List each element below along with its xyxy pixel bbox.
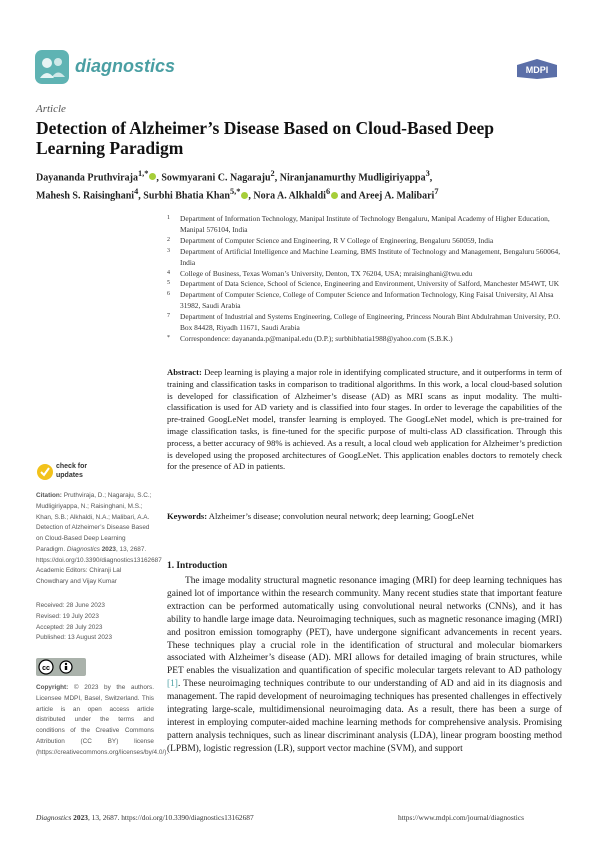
dates-block — [36, 601, 154, 644]
citation-text: Pruthviraja, D.; Nagaraju, S.C.; Mudligiriyappa, N.; Raisinghani, M.S.; Khan, S.B.; Alkhaldi, N.A.; Malibari, A.A. Detection of Alzheimer’s Disease Based on Cloud-Based Deep Learning Paradigm. — [36, 492, 152, 553]
author-name: , Surbhi Bhatia Khan — [138, 190, 230, 202]
footer-journal: Diagnostics — [36, 813, 72, 822]
copyright-block — [36, 683, 169, 759]
abstract — [167, 367, 562, 473]
journal-logo — [35, 50, 69, 84]
affiliation-item — [167, 269, 562, 280]
author-name: Mahesh S. Raisinghani — [36, 190, 135, 202]
affiliation-item — [167, 279, 562, 290]
author-affil-sup: 5,* — [229, 187, 241, 197]
date-accepted: Accepted: 28 July 2023 — [36, 623, 103, 631]
abstract-text: Deep learning is playing a major role in identifying complicated structure, and it outperforms in term of training and classification tasks in comparison to traditional algorithms. In this work, a local cloud-based solution is developed for classification of Alzheimer’s disease (AD) as MRI scans as input modality. The multi-classification is used for AD variety and is classified into four stages. In order to leverage the capabilities of the pre-trained GoogLeNet model, transfer learning is employed. The GoogLeNet model, which is pre-trained for image classification tasks, is fine-tuned for the specific purpose of multi-class AD classification. Through this process, a better accuracy of 98% is achieved. As a result, a local cloud web application for Alzheimer’s prediction is developed using the proposed architectures of GoogLeNet. This application enables doctors to remotely check for the presence of AD in patients. — [167, 367, 563, 472]
affiliation-number: 7 — [167, 313, 170, 320]
affiliation-item — [167, 236, 562, 247]
copyright-label: Copyright: — [36, 684, 69, 691]
affiliation-text: Department of Computer Science, College of Computer Science and Information Technology, King Faisal University, Al Ahsa 31982, Saudi Arabia — [180, 290, 554, 311]
affiliation-number: 3 — [167, 247, 170, 254]
author-name: and Areej A. Malibari — [340, 190, 435, 202]
author-affil-sup: 6 — [325, 187, 331, 197]
affiliation-number: * — [167, 334, 170, 341]
orcid-icon[interactable] — [331, 192, 338, 199]
footer-journal-url[interactable]: https://www.mdpi.com/journal/diagnostics — [398, 813, 524, 822]
article-type: Article — [36, 103, 66, 115]
citation-year: 2023 — [101, 545, 116, 553]
author-affil-sup: 1,* — [137, 169, 149, 178]
check-for-updates-label: check for — [56, 463, 88, 470]
svg-text:MDPI: MDPI — [525, 65, 549, 75]
author-list — [36, 167, 556, 204]
editors-names: Chiranji Lal Chowdhary and Vijay Kumar — [36, 567, 122, 585]
footer-citation — [36, 813, 254, 822]
introduction-text: . These neuroimaging techniques contribute to our understanding of AD and aid in its diagnosis and management. The rapid development of neuroimaging techniques has presented challenges in effectively integrating large-scale, multidimensional neuroimaging data. As a result, there has been a surge of interest in employing computer-aided machine learning methods for comprehensive analysis. Promising pattern analysis techniques, such as linear discriminant analysis (LDA), linear program boosting method (LPBM), logistic regression (LR), support vector machine (SVM), and support — [167, 679, 562, 754]
author-affil-sup: 7 — [434, 187, 439, 197]
copyright-text: © 2023 by the authors. Licensee MDPI, Basel, Switzerland. This article is an open access article distributed under the terms and conditions of the Creative Commons Attribution (CC BY) license (https://creativecommons.org/licenses/by/4.0/). — [36, 684, 169, 756]
affiliations — [167, 214, 562, 345]
author-affil-sup: 3 — [425, 169, 430, 178]
editors-label: Academic Editors: — [36, 567, 88, 574]
author-name: , Nora A. Alkhaldi — [248, 190, 326, 202]
date-received: Received: 28 June 2023 — [36, 602, 105, 609]
cc-by-license-icon[interactable] — [36, 658, 86, 676]
citation-block — [36, 491, 162, 567]
journal-name: diagnostics — [75, 56, 176, 76]
author-name: , Niranjanamurthy Mudligiriyappa — [274, 172, 426, 184]
keywords-label: Keywords: — [167, 511, 208, 521]
footer-year: 2023 — [73, 813, 88, 822]
affiliation-text: Department of Artificial Intelligence and Machine Learning, BMS Institute of Technology and Management, Bengaluru 560064, India — [180, 246, 561, 267]
author-affil-sup: 2 — [270, 169, 275, 178]
affiliation-item — [167, 290, 562, 312]
mdpi-logo — [517, 59, 557, 79]
paper-title: Detection of Alzheimer’s Disease Based on Cloud-Based Deep Learning Paradigm — [36, 118, 495, 158]
author-affil-sup: 4 — [134, 187, 139, 197]
date-revised: Revised: 19 July 2023 — [36, 612, 99, 620]
introduction-body — [167, 575, 562, 756]
affiliation-number: 4 — [167, 269, 170, 276]
affiliation-number: 6 — [167, 291, 170, 298]
correspondence — [167, 334, 562, 345]
citation-doi[interactable]: , 13, 2687. https://doi.org/10.3390/diagnostics13162687 — [36, 545, 162, 564]
citation-link[interactable]: [1] — [167, 679, 178, 690]
citation-label: Citation: — [36, 492, 62, 499]
affiliation-text: Department of Computer Science and Engineering, R V College of Engineering, Bengaluru 560059, India — [180, 235, 494, 245]
citation-journal: Diagnostics — [66, 545, 100, 553]
affiliation-item — [167, 247, 562, 269]
keywords — [167, 511, 562, 523]
keywords-text: Alzheimer’s disease; convolution neural network; deep learning; GoogLeNet — [208, 511, 474, 521]
affiliation-text: Department of Information Technology, Manipal Institute of Technology Bengaluru, Manipal Academy of Higher Education, Manipal 576104, India — [180, 214, 550, 234]
date-published: Published: 13 August 2023 — [36, 634, 113, 642]
editors-block — [36, 566, 154, 588]
author-separator: , — [429, 172, 433, 184]
author-name: , Sowmyarani C. Nagaraju — [156, 172, 271, 184]
check-for-updates-label: updates — [56, 472, 83, 479]
abstract-label: Abstract: — [167, 367, 202, 377]
affiliation-text: Department of Industrial and Systems Engineering, College of Engineering, Princess Nourah Bint Abdulrahman University, P.O. Box 84428, Riyadh 11671, Saudi Arabia — [180, 312, 561, 333]
check-for-updates-button[interactable] — [36, 461, 96, 483]
section-heading: 1. Introduction — [167, 561, 228, 571]
footer-doi[interactable]: , 13, 2687. https://doi.org/10.3390/diagnostics13162687 — [87, 813, 254, 822]
affiliation-number: 1 — [167, 215, 170, 221]
affiliation-number: 5 — [167, 280, 170, 287]
affiliation-number: 2 — [167, 236, 170, 243]
svg-text:cc: cc — [42, 665, 50, 672]
affiliation-text: College of Business, Texas Woman’s University, Denton, TX 76204, USA; mraisinghani@twu.edu — [180, 268, 473, 278]
introduction-text: The image modality structural magnetic resonance imaging (MRI) for deep learning techniques has gained lot of importance within the research community. Many recent studies state that important feature extraction can be performed automatically using convolutional neural networks (CNNs), and it has ability to handle large image data. Neuroimaging techniques, such as magnetic resonance imaging (MRI) and positron emission tomography (PET), have undergone significant advancements in recent years. These techniques play a crucial role in the identification of structural and molecular biomarkers associated with Alzheimer’s disease (AD). MRI allows for detailed imaging of brain structures, while PET enables the visualization and quantification of specific molecular targets relevant to AD pathology — [167, 576, 562, 677]
author-name: Dayananda Pruthviraja — [36, 172, 138, 184]
affiliation-text: Correspondence: dayananda.p@manipal.edu (D.P.); surbhibhatia1988@yahoo.com (S.B.K.) — [180, 333, 453, 343]
affiliation-item — [167, 312, 562, 334]
affiliation-text: Department of Data Science, School of Science, Engineering and Environment, University of Salford, Manchester M54WT, UK — [180, 279, 560, 289]
affiliation-item — [167, 214, 562, 236]
